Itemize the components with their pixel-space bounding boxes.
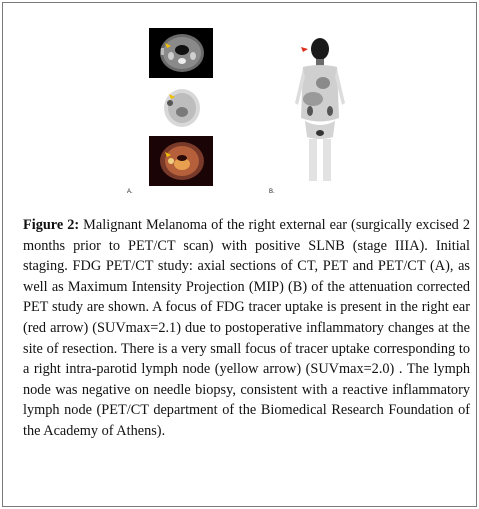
pet-axial-slice-image (149, 82, 213, 132)
caption-text: Malignant Melanoma of the right external ear (surgically excised 2 months prior to PET/CT scan) with positive SLNB (stage IIIA). Initial staging. FDG PET/CT study: axial sections of CT, PET and PET/CT (A), as well as Maximum Intensity Projection (MIP) (B) of the attenuation corrected PET study are shown. A focus of FDG tracer uptake is present in the right ear (red arrow) (SUVmax=2.1) due to postoperative inflammatory changes at the site of resection. There is a very small focus of tracer uptake corresponding to a right intra-parotid lymph node (yellow arrow) (SUVmax=2.0) . The lymph node was negative on needle biopsy, consistent with a reactive inflammatory lymph node (PET/CT department of the Biomedical Research Foundation of the Academy of Athens). (23, 217, 470, 439)
panel-b-mip-image (273, 33, 383, 183)
caption-lead: Figure 2: (23, 217, 80, 233)
panel-b-label: B. (269, 189, 275, 195)
figure-frame (2, 2, 477, 507)
pet-ct-fused-slice-image (149, 136, 213, 186)
panel-a-axial-sections (149, 28, 215, 190)
panel-a-label: A. (127, 189, 133, 195)
figure-caption (23, 215, 470, 442)
ct-axial-slice-image (149, 28, 213, 78)
